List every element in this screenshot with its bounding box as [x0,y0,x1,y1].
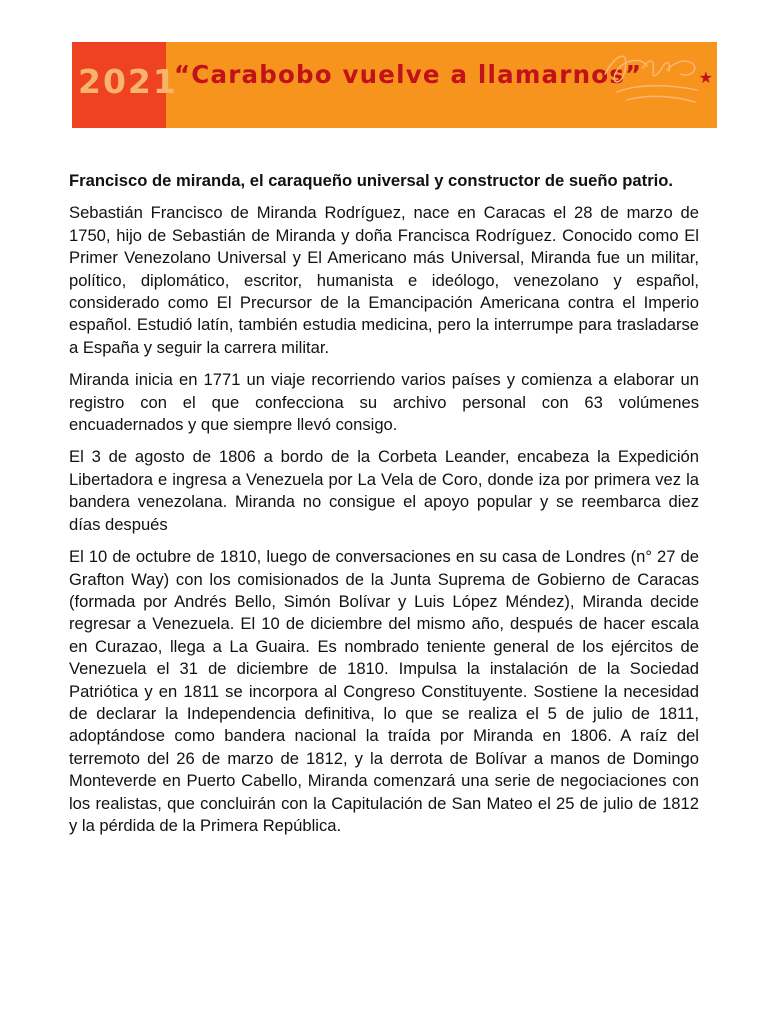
document-body [69,170,699,847]
header-banner [72,42,717,128]
paragraph: Miranda inicia en 1771 un viaje recorriendo varios países y comienza a elaborar un registro con el que confecciona su archivo personal con 63 volúmenes encuadernados y que siempre llevó consigo. [69,370,699,435]
document-heading: Francisco de miranda, el caraqueño universal y constructor de sueño patrio. [69,171,674,190]
banner-year: 2021 [78,62,178,101]
signature-watermark-icon [597,44,707,114]
paragraph: Sebastián Francisco de Miranda Rodríguez, nace en Caracas el 28 de marzo de 1750, hijo de Sebastián de Miranda y doña Francisca Rodríguez. Conocido como El Primer Venezolano Universal y El Americano más Universal, Miranda fue un militar, político, diplomático, escritor, humanista e ideólogo, venezolano y español, considerado como El Precursor de la Emancipación Americana contra el Imperio español. Estudió latín, también estudia medicina, pero la interrumpe para trasladarse a España y seguir la carrera militar. [69,203,699,357]
paragraph: El 10 de octubre de 1810, luego de conversaciones en su casa de Londres (n° 27 de Grafton Way) con los comisionados de la Junta Suprema de Gobierno de Caracas (formada por Andrés Bello, Simón Bolívar y Luis López Méndez), Miranda decide regresar a Venezuela. El 10 de diciembre del mismo año, después de hacer escala en Curazao, llega a La Guaira. Es nombrado teniente general de los ejércitos de Venezuela el 31 de diciembre de 1810. Impulsa la instalación de la Sociedad Patriótica y en 1811 se incorpora al Congreso Constituyente. Sostiene la necesidad de declarar la Independencia definitiva, lo que se realiza el 5 de julio de 1811, adoptándose como bandera nacional la traída por Miranda en 1806. A raíz del terremoto del 26 de marzo de 1812, y la derrota de Bolívar a manos de Domingo Monteverde en Puerto Cabello, Miranda comenzará una serie de negociaciones con los realistas, que concluirán con la Capitulación de San Mateo el 25 de julio de 1812 y la pérdida de la Primera República. [69,547,699,835]
banner-slogan: “Carabobo vuelve a llamarnos” [174,60,643,89]
star-icon: ★ [698,68,713,87]
year-box [72,42,178,128]
paragraph: El 3 de agosto de 1806 a bordo de la Corbeta Leander, encabeza la Expedición Libertadora e ingresa a Venezuela por La Vela de Coro, donde iza por primera vez la bandera venezolana. Miranda no consigue el apoyo popular y se reembarca diez días después [69,447,699,534]
